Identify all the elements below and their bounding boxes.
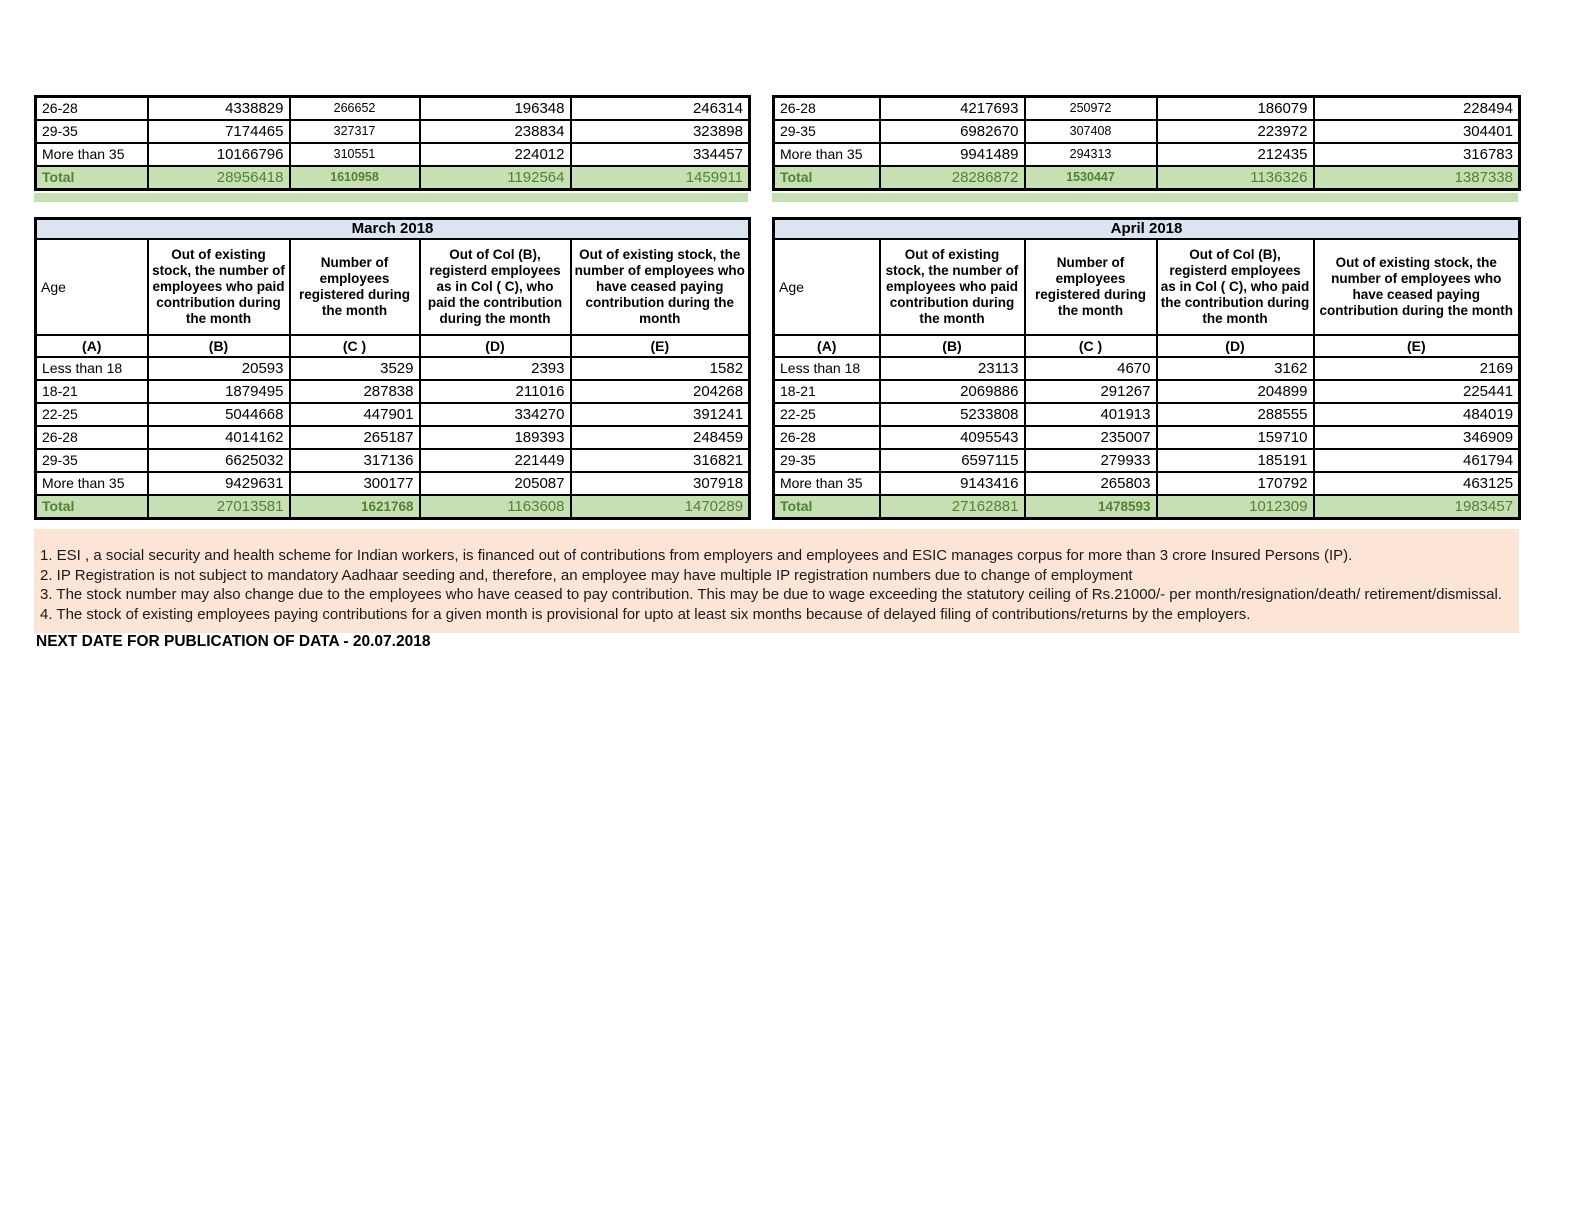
column-header-b: Out of existing stock, the number of employees who paid contribution during the month xyxy=(148,239,290,335)
total-cell: 27013581 xyxy=(148,495,290,519)
total-label: Total xyxy=(774,166,880,190)
table-row xyxy=(36,403,750,426)
value-cell: 9941489 xyxy=(880,143,1025,166)
table-row xyxy=(774,449,1520,472)
green-shading-strip xyxy=(772,193,1518,202)
total-cell: 1387338 xyxy=(1314,166,1520,190)
column-header-d: Out of Col (B), registerd employees as in Col ( C), who paid the contribution during the month xyxy=(420,239,571,335)
value-cell: 204268 xyxy=(571,380,750,403)
total-label: Total xyxy=(774,495,880,519)
total-cell: 1012309 xyxy=(1157,495,1314,519)
march-2018-table xyxy=(34,217,748,520)
april-2018-grid xyxy=(772,217,1521,520)
value-cell: 3162 xyxy=(1157,357,1314,380)
column-header-c: Number of employees registered during the month xyxy=(1025,239,1157,335)
value-cell: 9143416 xyxy=(880,472,1025,495)
column-letter-a: (A) xyxy=(36,335,148,357)
age-cell: 26-28 xyxy=(36,97,148,121)
table-row xyxy=(36,97,750,121)
green-shading-strip xyxy=(34,193,748,202)
value-cell: 225441 xyxy=(1314,380,1520,403)
total-label: Total xyxy=(36,166,148,190)
value-cell: 7174465 xyxy=(148,120,290,143)
month-band-row xyxy=(774,219,1520,240)
value-cell: 224012 xyxy=(420,143,571,166)
month-title: March 2018 xyxy=(36,219,750,240)
age-column-header: Age xyxy=(774,239,880,335)
table-row xyxy=(774,403,1520,426)
column-letter-c: (C ) xyxy=(1025,335,1157,357)
column-header-row xyxy=(36,239,750,335)
footnotes-block xyxy=(34,529,1519,633)
value-cell: 2393 xyxy=(420,357,571,380)
age-cell: 26-28 xyxy=(774,426,880,449)
age-cell: More than 35 xyxy=(774,143,880,166)
value-cell: 304401 xyxy=(1314,120,1520,143)
value-cell: 2169 xyxy=(1314,357,1520,380)
table-row xyxy=(36,380,750,403)
value-cell: 2069886 xyxy=(880,380,1025,403)
total-cell: 1621768 xyxy=(290,495,420,519)
age-cell: 22-25 xyxy=(774,403,880,426)
age-cell: Less than 18 xyxy=(774,357,880,380)
value-cell: 346909 xyxy=(1314,426,1520,449)
total-cell: 28286872 xyxy=(880,166,1025,190)
value-cell: 228494 xyxy=(1314,97,1520,121)
column-letter-e: (E) xyxy=(1314,335,1520,357)
age-cell: 22-25 xyxy=(36,403,148,426)
value-cell: 484019 xyxy=(1314,403,1520,426)
value-cell: 5233808 xyxy=(880,403,1025,426)
value-cell: 235007 xyxy=(1025,426,1157,449)
value-cell: 401913 xyxy=(1025,403,1157,426)
column-letter-d: (D) xyxy=(420,335,571,357)
table-row xyxy=(36,357,750,380)
age-cell: 18-21 xyxy=(774,380,880,403)
total-cell: 1478593 xyxy=(1025,495,1157,519)
total-cell: 27162881 xyxy=(880,495,1025,519)
value-cell: 9429631 xyxy=(148,472,290,495)
column-letter-b: (B) xyxy=(880,335,1025,357)
column-header-c: Number of employees registered during the month xyxy=(290,239,420,335)
value-cell: 323898 xyxy=(571,120,750,143)
age-cell: More than 35 xyxy=(36,472,148,495)
partial-table-left-grid xyxy=(34,95,751,191)
value-cell: 265187 xyxy=(290,426,420,449)
total-row xyxy=(36,495,750,519)
value-cell: 4014162 xyxy=(148,426,290,449)
table-row xyxy=(774,143,1520,166)
value-cell: 4670 xyxy=(1025,357,1157,380)
value-cell: 212435 xyxy=(1157,143,1314,166)
value-cell: 447901 xyxy=(290,403,420,426)
total-label: Total xyxy=(36,495,148,519)
total-cell: 1459911 xyxy=(571,166,750,190)
value-cell: 204899 xyxy=(1157,380,1314,403)
value-cell: 287838 xyxy=(290,380,420,403)
table-row xyxy=(36,426,750,449)
value-cell: 4095543 xyxy=(880,426,1025,449)
value-cell: 6982670 xyxy=(880,120,1025,143)
total-cell: 1530447 xyxy=(1025,166,1157,190)
value-cell: 238834 xyxy=(420,120,571,143)
value-cell: 266652 xyxy=(290,97,420,121)
column-letter-row xyxy=(774,335,1520,357)
age-cell: 29-35 xyxy=(774,449,880,472)
column-header-d: Out of Col (B), registerd employees as in Col ( C), who paid the contribution during the month xyxy=(1157,239,1314,335)
value-cell: 317136 xyxy=(290,449,420,472)
value-cell: 205087 xyxy=(420,472,571,495)
total-cell: 1192564 xyxy=(420,166,571,190)
age-cell: 29-35 xyxy=(774,120,880,143)
age-cell: 26-28 xyxy=(36,426,148,449)
footnote-3: 3. The stock number may also change due to the employees who have ceased to pay contribution. This may be due to wage exceeding the statutory ceiling of Rs.21000/- per month/resignation/death/ retirement/dismissal. xyxy=(40,586,1502,603)
value-cell: 186079 xyxy=(1157,97,1314,121)
column-letter-b: (B) xyxy=(148,335,290,357)
value-cell: 291267 xyxy=(1025,380,1157,403)
column-letter-d: (D) xyxy=(1157,335,1314,357)
age-cell: Less than 18 xyxy=(36,357,148,380)
value-cell: 316783 xyxy=(1314,143,1520,166)
value-cell: 463125 xyxy=(1314,472,1520,495)
month-band-row xyxy=(36,219,750,240)
total-row xyxy=(774,495,1520,519)
total-cell: 1163608 xyxy=(420,495,571,519)
value-cell: 1582 xyxy=(571,357,750,380)
footnote-2: 2. IP Registration is not subject to mandatory Aadhaar seeding and, therefore, an employee may have multiple IP registration numbers due to change of employment xyxy=(40,566,1133,584)
value-cell: 170792 xyxy=(1157,472,1314,495)
total-row xyxy=(774,166,1520,190)
table-row xyxy=(36,143,750,166)
total-row xyxy=(36,166,750,190)
age-cell: More than 35 xyxy=(774,472,880,495)
value-cell: 265803 xyxy=(1025,472,1157,495)
column-letter-e: (E) xyxy=(571,335,750,357)
value-cell: 300177 xyxy=(290,472,420,495)
column-header-b: Out of existing stock, the number of employees who paid contribution during the month xyxy=(880,239,1025,335)
value-cell: 288555 xyxy=(1157,403,1314,426)
column-header-e: Out of existing stock, the number of employees who have ceased paying contribution during the month xyxy=(571,239,750,335)
age-cell: More than 35 xyxy=(36,143,148,166)
age-cell: 29-35 xyxy=(36,120,148,143)
value-cell: 211016 xyxy=(420,380,571,403)
total-cell: 1983457 xyxy=(1314,495,1520,519)
value-cell: 310551 xyxy=(290,143,420,166)
table-row xyxy=(774,357,1520,380)
value-cell: 250972 xyxy=(1025,97,1157,121)
value-cell: 23113 xyxy=(880,357,1025,380)
age-column-header: Age xyxy=(36,239,148,335)
table-row xyxy=(36,449,750,472)
value-cell: 221449 xyxy=(420,449,571,472)
value-cell: 316821 xyxy=(571,449,750,472)
partial-table-right-grid xyxy=(772,95,1521,191)
table-row xyxy=(36,472,750,495)
value-cell: 1879495 xyxy=(148,380,290,403)
value-cell: 461794 xyxy=(1314,449,1520,472)
column-letter-c: (C ) xyxy=(290,335,420,357)
value-cell: 10166796 xyxy=(148,143,290,166)
next-publication-date: NEXT DATE FOR PUBLICATION OF DATA - 20.07.2018 xyxy=(36,633,431,650)
april-2018-table xyxy=(772,217,1518,520)
value-cell: 294313 xyxy=(1025,143,1157,166)
partial-table-left xyxy=(34,95,748,202)
march-2018-grid xyxy=(34,217,751,520)
value-cell: 307408 xyxy=(1025,120,1157,143)
total-cell: 1470289 xyxy=(571,495,750,519)
table-row xyxy=(774,472,1520,495)
total-cell: 1610958 xyxy=(290,166,420,190)
value-cell: 334457 xyxy=(571,143,750,166)
value-cell: 334270 xyxy=(420,403,571,426)
table-row xyxy=(774,97,1520,121)
value-cell: 327317 xyxy=(290,120,420,143)
table-row xyxy=(774,380,1520,403)
column-letter-a: (A) xyxy=(774,335,880,357)
age-cell: 18-21 xyxy=(36,380,148,403)
table-row xyxy=(774,426,1520,449)
column-letter-row xyxy=(36,335,750,357)
column-header-e: Out of existing stock, the number of employees who have ceased paying contribution during the month xyxy=(1314,239,1520,335)
table-row xyxy=(774,120,1520,143)
value-cell: 391241 xyxy=(571,403,750,426)
value-cell: 20593 xyxy=(148,357,290,380)
age-cell: 26-28 xyxy=(774,97,880,121)
value-cell: 223972 xyxy=(1157,120,1314,143)
value-cell: 307918 xyxy=(571,472,750,495)
value-cell: 185191 xyxy=(1157,449,1314,472)
value-cell: 246314 xyxy=(571,97,750,121)
value-cell: 248459 xyxy=(571,426,750,449)
value-cell: 5044668 xyxy=(148,403,290,426)
value-cell: 279933 xyxy=(1025,449,1157,472)
partial-table-right xyxy=(772,95,1518,202)
age-cell: 29-35 xyxy=(36,449,148,472)
value-cell: 159710 xyxy=(1157,426,1314,449)
value-cell: 189393 xyxy=(420,426,571,449)
value-cell: 196348 xyxy=(420,97,571,121)
footnote-1: 1. ESI , a social security and health scheme for Indian workers, is financed out of contributions from employers and employees and ESIC manages corpus for more than 3 crore Insured Persons (IP). xyxy=(40,547,1353,564)
column-header-row xyxy=(774,239,1520,335)
total-cell: 28956418 xyxy=(148,166,290,190)
month-title: April 2018 xyxy=(774,219,1520,240)
value-cell: 4338829 xyxy=(148,97,290,121)
footnote-4: 4. The stock of existing employees paying contributions for a given month is provisional for upto at least six months because of delayed filing of contributions/returns by the employers. xyxy=(40,605,1251,623)
value-cell: 3529 xyxy=(290,357,420,380)
value-cell: 4217693 xyxy=(880,97,1025,121)
value-cell: 6625032 xyxy=(148,449,290,472)
total-cell: 1136326 xyxy=(1157,166,1314,190)
table-row xyxy=(36,120,750,143)
value-cell: 6597115 xyxy=(880,449,1025,472)
